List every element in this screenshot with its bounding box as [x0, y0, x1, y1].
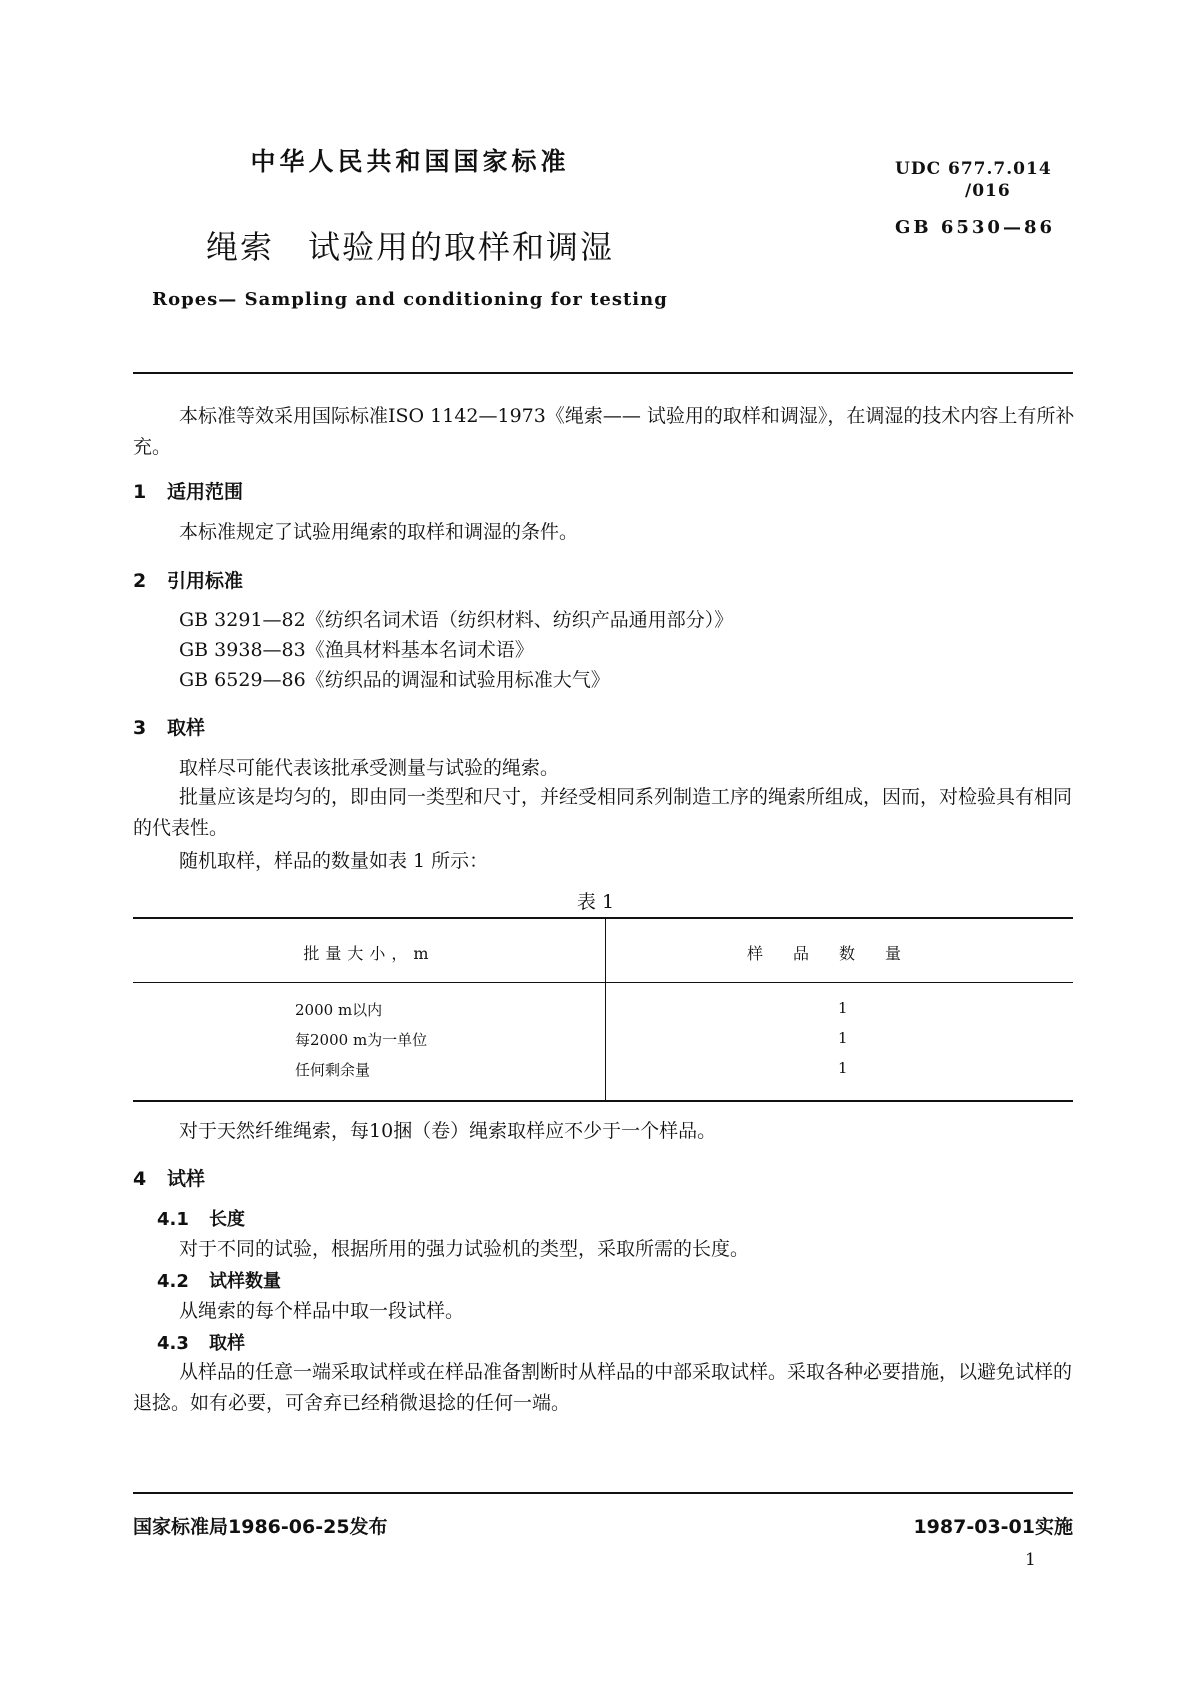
table-cell-batch: 2000 m以内 — [295, 1001, 383, 1019]
title-chinese: 绳索 试验用的取样和调湿 — [205, 228, 614, 266]
subsection-4-3-body: 从样品的任意一端采取试样或在样品准备割断时从样品的中部采取试样。采取各种必要措施，以避免试样的退捻。如有必要，可舍弃已经稍微退捻的任何一端。 — [133, 1361, 1073, 1414]
section-2-title: 引用标准 — [167, 570, 244, 592]
table-cell-batch: 每2000 m为一单位 — [295, 1031, 428, 1049]
table-caption: 表 1 — [576, 891, 615, 913]
effective-date: 1987-03-01实施 — [913, 1516, 1073, 1538]
subsection-4-1-number: 4.1 — [157, 1209, 189, 1230]
table-cell-count: 1 — [838, 999, 848, 1017]
intro-paragraph: 本标准等效采用国际标准ISO 1142—1973《绳索—— 试验用的取样和调湿》，在调湿的技术内容上有所补充。 — [133, 405, 1075, 458]
section-3-paragraph-3: 随机取样，样品的数量如表 1 所示： — [179, 850, 489, 872]
subsection-4-1-body: 对于不同的试验，根据所用的强力试验机的类型，采取所需的长度。 — [179, 1238, 750, 1260]
udc-line-1: UDC 677.7.014 — [895, 159, 1052, 179]
subsection-4-2-number: 4.2 — [157, 1271, 189, 1292]
table-header-batch-size: 批量大小，m — [303, 944, 435, 963]
section-1-number: 1 — [133, 481, 147, 503]
reference-standard: GB 3291—82《纺织名词术语（纺织材料、纺织产品通用部分）》 — [179, 609, 734, 631]
subsection-4-3-number: 4.3 — [157, 1333, 189, 1354]
reference-standard: GB 6529—86《纺织品的调湿和试验用标准大气》 — [179, 669, 610, 691]
udc-code — [895, 158, 1052, 202]
subsection-4-2-heading — [157, 1267, 281, 1293]
section-4-heading — [133, 1164, 205, 1191]
section-2-heading — [133, 566, 243, 593]
subsection-4-1-title: 长度 — [209, 1209, 245, 1230]
title-english: Ropes— Sampling and conditioning for testing — [152, 289, 668, 310]
table-cell-batch: 任何剩余量 — [295, 1061, 371, 1079]
udc-line-2: /016 — [965, 181, 1011, 201]
section-3-heading — [133, 713, 205, 740]
reference-standard: GB 3938—83《渔具材料基本名词术语》 — [179, 639, 534, 661]
subsection-4-2-body: 从绳索的每个样品中取一段试样。 — [179, 1300, 465, 1322]
section-3-paragraph-2: 批量应该是均匀的，即由同一类型和尺寸，并经受相同系列制造工序的绳索所组成，因而，对检验具有相同的代表性。 — [133, 786, 1073, 839]
section-1-body: 本标准规定了试验用绳索的取样和调湿的条件。 — [179, 521, 579, 543]
section-3-title: 取样 — [167, 717, 206, 739]
section-4-number: 4 — [133, 1168, 147, 1190]
section-3-number: 3 — [133, 717, 147, 739]
section-1-title: 适用范围 — [167, 481, 244, 503]
section-1-heading — [133, 477, 243, 504]
footer-divider — [133, 1492, 1073, 1494]
subsection-4-3-title: 取样 — [209, 1333, 245, 1354]
standard-name: 中华人民共和国国家标准 — [250, 147, 570, 176]
sample-quantity-table — [133, 917, 1073, 1102]
section-2-number: 2 — [133, 570, 147, 592]
section-3-after-table: 对于天然纤维绳索，每10捆（卷）绳索取样应不少于一个样品。 — [179, 1120, 717, 1142]
section-3-paragraph-1: 取样尽可能代表该批承受测量与试验的绳索。 — [179, 757, 560, 779]
gb-number: GB 6530—86 — [895, 217, 1055, 238]
table-cell-count: 1 — [838, 1059, 848, 1077]
subsection-4-2-title: 试样数量 — [209, 1271, 281, 1292]
header-divider — [133, 372, 1073, 374]
table-cell-count: 1 — [838, 1029, 848, 1047]
page-number: 1 — [1025, 1550, 1036, 1570]
subsection-4-3-heading — [157, 1329, 245, 1355]
section-4-title: 试样 — [167, 1168, 206, 1190]
subsection-4-1-heading — [157, 1205, 245, 1231]
table-header-divider — [133, 982, 1073, 983]
issue-date: 国家标准局1986-06-25发布 — [133, 1516, 388, 1538]
table-header-sample-count: 样品数量 — [746, 944, 931, 963]
